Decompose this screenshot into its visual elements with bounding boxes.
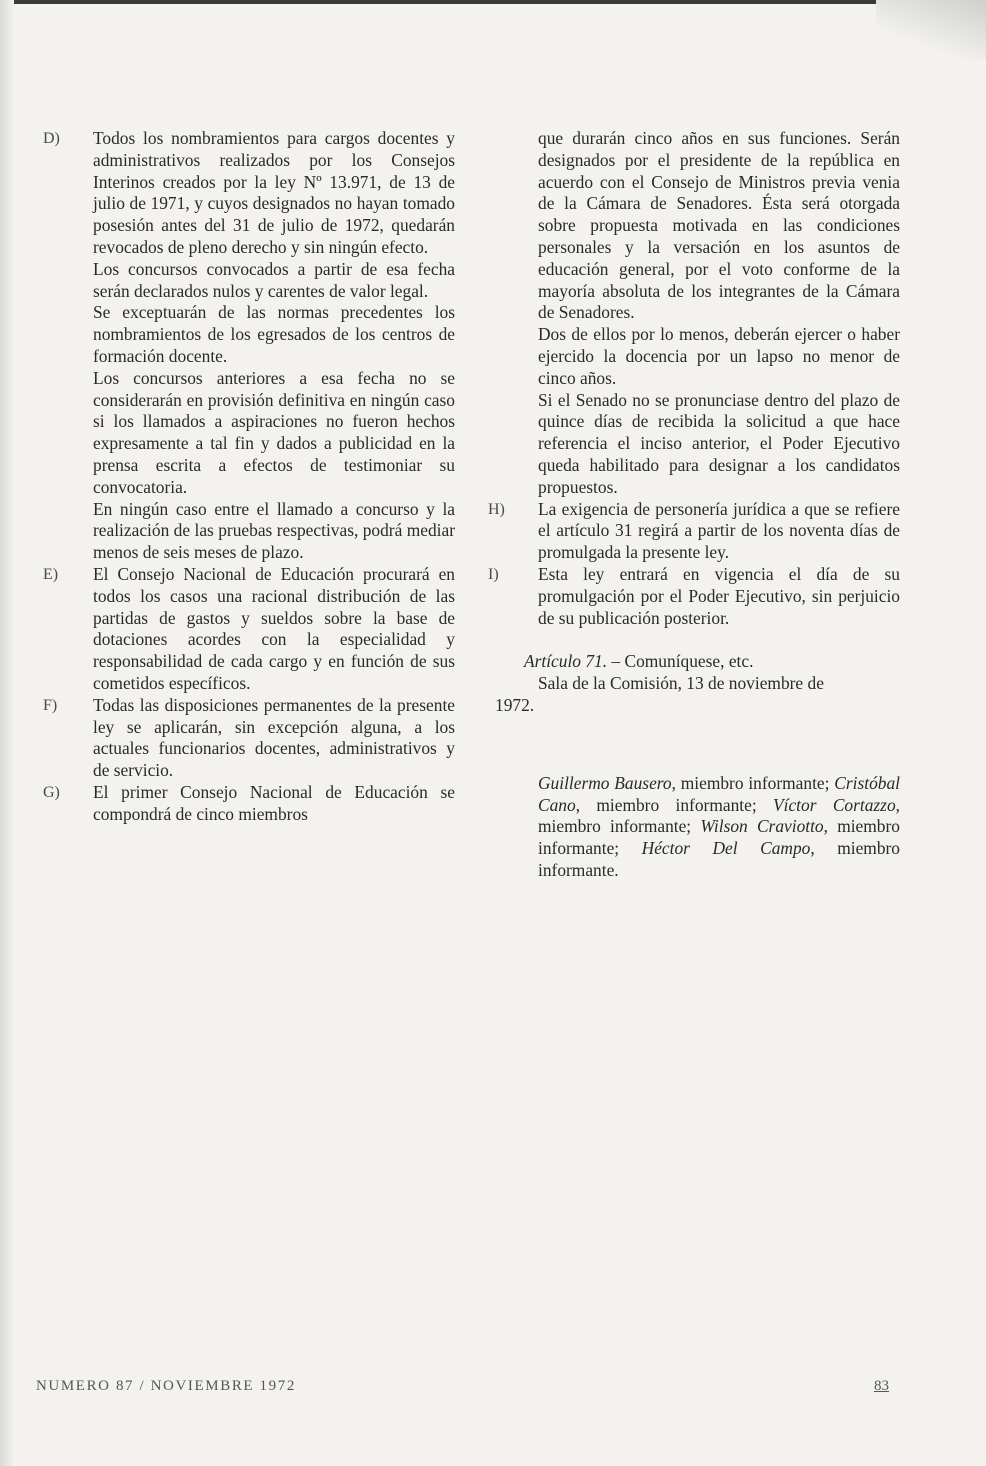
paragraph: El primer Consejo Nacional de Educación se compondrá de cinco miembros <box>93 781 455 824</box>
item-marker: D) <box>43 130 60 147</box>
paragraph: La exigencia de personería jurídica a que se refiere el artículo 31 regirá a partir de los noventa días de promulgada la presente ley. <box>538 498 900 563</box>
item-marker: I) <box>488 565 499 583</box>
signer-role: , miembro informante; <box>538 794 900 837</box>
item-marker: E) <box>43 565 59 583</box>
signer-role: , miembro informante. <box>538 838 900 880</box>
paragraph: Si el Senado no se pronunciase dentro del plazo de quince días de recibida la solicitud a que hace referencia el inciso anterior, el Poder Ejecutivo queda habilitado para designar a los candidatos propuestos. <box>538 389 900 497</box>
article-line <box>524 651 900 673</box>
paragraph: Los concursos anteriores a esa fecha no se considerarán en provisión definitiva en ningún caso si los llamados a aspiraciones no fueron hechos expresamente a tal fin y dados a publicidad en la prensa escrita a efectos de testimoniar su convocatoria. <box>93 367 455 497</box>
article-label: Artículo 71. <box>524 651 608 672</box>
item-marker: F) <box>43 696 58 714</box>
paragraph: Se exceptuarán de las normas precedentes los nombramientos de los egresados de los centros de formación docente. <box>93 302 455 366</box>
signers-block <box>538 773 900 882</box>
article-text: – Comuníquese, etc. <box>607 651 754 672</box>
paragraph: El Consejo Nacional de Educación procurará en todos los casos una racional distribución de las partidas de gastos y sueldos sobre la base de dotaciones acordes con la especialidad y responsabilidad de cada cargo y en función de sus cometidos específicos. <box>93 563 455 693</box>
sala-text: Sala de la Comisión, 13 de noviembre de <box>538 673 824 694</box>
footer-issue: NUMERO 87 / NOVIEMBRE 1972 <box>36 1378 296 1394</box>
signer-name: Víctor Cortazzo <box>773 794 896 815</box>
sala-line <box>538 673 900 695</box>
scan-top-edge <box>0 0 986 4</box>
item-marker: H) <box>488 500 505 518</box>
paragraph: Dos de ellos por lo menos, deberán ejercer o haber ejercido la docencia por un lapso no menor de cinco años. <box>538 324 900 388</box>
signer-name: Cristóbal Cano <box>538 772 900 815</box>
paragraph: que durarán cinco años en sus funciones. Serán designados por el presidente de la república en acuerdo con el Consejo de Ministros previa venia de la Cámara de Senadores. Ésta será otorgada sobre propuesta motivada en las condiciones personales y la versación en los asuntos de educación general, por el voto conforme de la mayoría absoluta de los integrantes de la Cámara de Senadores. <box>538 128 900 323</box>
item-h <box>488 498 900 564</box>
signer-name: Guillermo Bausero <box>538 772 672 793</box>
paragraph: Esta ley entrará en vigencia el día de su promulgación por el Poder Ejecutivo, sin perjuicio de su publicación posterior. <box>538 563 900 628</box>
item-f <box>43 694 455 782</box>
item-i <box>488 563 900 629</box>
item-e <box>43 563 455 695</box>
spacer <box>538 629 900 651</box>
left-column <box>43 128 455 826</box>
signer-role: , miembro informante; <box>575 794 773 815</box>
signer-name: Wilson Craviotto <box>700 816 824 837</box>
sala-year: 1972. <box>495 694 535 715</box>
paragraph: Todos los nombramientos para cargos docentes y administrativos realizados por los Consejos Interinos creados por la ley Nº 13.971, de 13 de julio de 1971, y cuyos designados no hayan tomado posesión antes del 31 de julio de 1972, quedarán revocados de pleno derecho y sin ningún efecto. <box>93 128 455 257</box>
paragraph: En ningún caso entre el llamado a concurso y la realización de las pruebas respectivas, podrá mediar menos de seis meses de plazo. <box>93 498 455 563</box>
paragraph: Todas las disposiciones permanentes de la presente ley se aplicarán, sin excepción alguna, a los actuales funcionarios docentes, administrativos y de servicio. <box>93 694 455 781</box>
item-marker: G) <box>43 783 60 801</box>
scan-corner-shadow <box>876 0 986 60</box>
item-g-continuation <box>538 128 900 499</box>
item-d <box>43 128 455 564</box>
scan-left-edge <box>0 0 14 1466</box>
signer-role: , miembro informante; <box>538 816 900 859</box>
paragraph: Los concursos convocados a partir de esa fecha serán declarados nulos y carentes de valor legal. <box>93 258 455 301</box>
signer-name: Héctor Del Campo <box>641 838 811 859</box>
item-g <box>43 781 455 826</box>
page-number: 83 <box>874 1378 889 1394</box>
right-column <box>488 128 900 882</box>
signer-role: , miembro informante; <box>671 772 835 793</box>
